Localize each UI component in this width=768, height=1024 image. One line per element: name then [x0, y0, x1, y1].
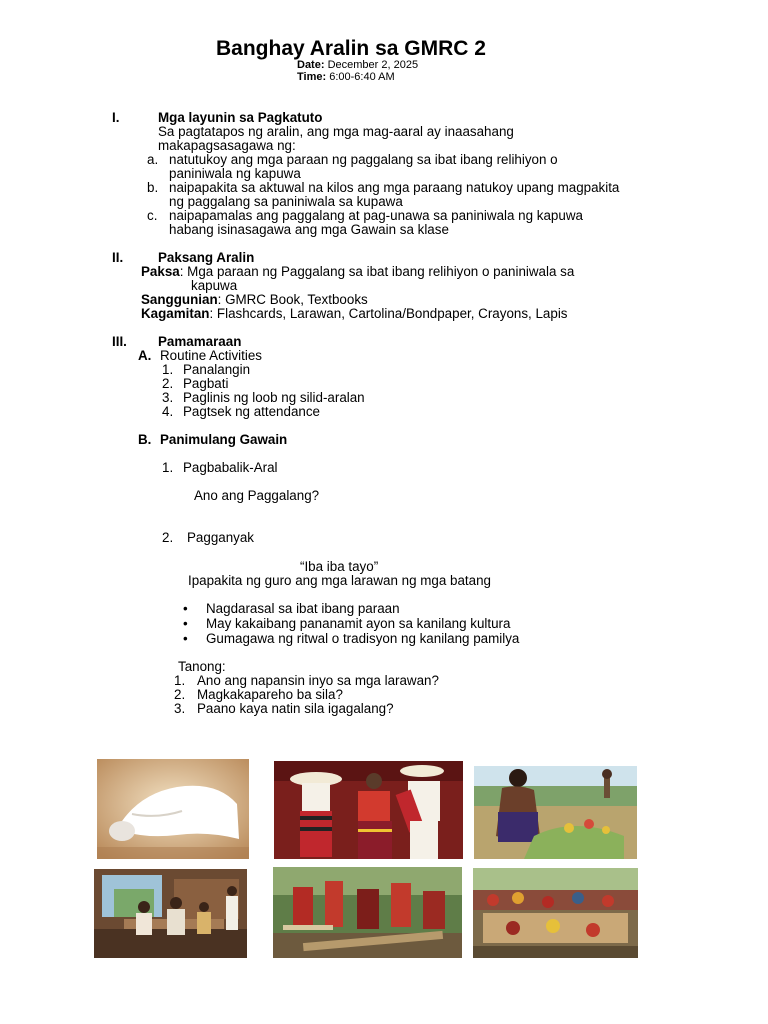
section-1-intro-cont: makapagsasagawa ng:: [158, 138, 296, 153]
kagamitan-line: [141, 307, 568, 321]
objective-a-cont: paniniwala ng kapuwa: [169, 166, 301, 181]
activity-instruction: Ipapakita ng guro ang mga larawan ng mga batang: [188, 573, 491, 588]
question-number: 3.: [174, 701, 186, 716]
routine-item: Pagbati: [183, 376, 229, 391]
bullet-dot: •: [183, 631, 188, 646]
sanggunian-label: Sanggunian: [141, 292, 218, 307]
step-1-title: Pagbabalik-Aral: [183, 460, 278, 475]
objective-a: natutukoy ang mga paraan ng paggalang sa ibat ibang relihiyon o: [169, 152, 558, 167]
objective-c: naipapamalas ang paggalang at pag-unawa sa paniniwala ng kapuwa: [169, 208, 583, 223]
part-b-title: Panimulang Gawain: [160, 432, 288, 447]
section-2-number: II.: [112, 250, 124, 265]
time-value: 6:00-6:40 AM: [329, 71, 395, 83]
question-number: 2.: [174, 687, 186, 702]
photo-tribal-ritual: [273, 867, 462, 958]
section-1-intro: Sa pagtatapos ng aralin, ang mga mag-aaral ay inaasahang: [158, 124, 514, 139]
objective-c-cont: habang isinasagawa ang mga Gawain sa klase: [169, 222, 449, 237]
sanggunian-line: [141, 293, 368, 307]
routine-item: Panalangin: [183, 362, 251, 377]
tanong-label: Tanong:: [178, 659, 226, 674]
part-a-title: Routine Activities: [160, 348, 262, 363]
time-label: Time:: [297, 71, 327, 83]
question-item: Paano kaya natin sila igagalang?: [197, 701, 394, 716]
bullet-item: Gumagawa ng ritwal o tradisyon ng kanilang pamilya: [206, 631, 520, 646]
photo-cultural-attire: [274, 761, 463, 859]
date-label: Date:: [297, 59, 325, 71]
bullet-item: May kakaibang pananamit ayon sa kanilang kultura: [206, 616, 511, 631]
objective-a-marker: a.: [147, 152, 159, 167]
photo-community-gathering: [473, 868, 638, 958]
routine-number: 3.: [162, 390, 174, 405]
paksa-line: [141, 265, 574, 279]
bullet-dot: •: [183, 616, 188, 631]
photo-ritual-offering: [474, 766, 637, 859]
kagamitan-label: Kagamitan: [141, 306, 210, 321]
step-2-number: 2.: [162, 530, 174, 545]
objective-c-marker: c.: [147, 208, 158, 223]
objective-b-cont: ng paggalang sa paniniwala sa kupawa: [169, 194, 403, 209]
kagamitan-text: : Flashcards, Larawan, Cartolina/Bondpaper, Crayons, Lapis: [209, 306, 568, 321]
routine-number: 4.: [162, 404, 174, 419]
section-3-number: III.: [112, 334, 127, 349]
routine-number: 2.: [162, 376, 174, 391]
activity-quote: “Iba iba tayo”: [300, 559, 379, 574]
objective-b: naipapakita sa aktuwal na kilos ang mga paraang natukoy upang magpakita: [169, 180, 620, 195]
photo-praying-person: [97, 759, 249, 859]
time-line: [297, 71, 395, 83]
bullet-dot: •: [183, 601, 188, 616]
review-question: Ano ang Paggalang?: [194, 488, 320, 503]
paksa-label: Paksa: [141, 264, 180, 279]
section-3-heading: Pamamaraan: [158, 334, 242, 349]
question-item: Ano ang napansin inyo sa mga larawan?: [197, 673, 439, 688]
paksa-text-cont: kapuwa: [191, 278, 238, 293]
sanggunian-text: : GMRC Book, Textbooks: [217, 292, 368, 307]
photo-family-prayer: [94, 869, 247, 958]
paksa-text: : Mga paraan ng Paggalang sa ibat ibang relihiyon o paniniwala sa: [179, 264, 575, 279]
bullet-item: Nagdarasal sa ibat ibang paraan: [206, 601, 400, 616]
routine-number: 1.: [162, 362, 174, 377]
page-title: Banghay Aralin sa GMRC 2: [216, 37, 486, 60]
step-1-number: 1.: [162, 460, 174, 475]
date-line: [297, 59, 418, 71]
question-number: 1.: [174, 673, 186, 688]
objective-b-marker: b.: [147, 180, 159, 195]
date-value: December 2, 2025: [327, 59, 419, 71]
step-2-title: Pagganyak: [187, 530, 255, 545]
question-item: Magkakapareho ba sila?: [197, 687, 343, 702]
routine-item: Pagtsek ng attendance: [183, 404, 320, 419]
section-2-heading: Paksang Aralin: [158, 250, 255, 265]
routine-item: Paglinis ng loob ng silid-aralan: [183, 390, 365, 405]
section-1-number: I.: [112, 110, 120, 125]
part-b-label: B.: [138, 432, 152, 447]
section-1-heading: Mga layunin sa Pagkatuto: [158, 110, 323, 125]
part-a-label: A.: [138, 348, 152, 363]
